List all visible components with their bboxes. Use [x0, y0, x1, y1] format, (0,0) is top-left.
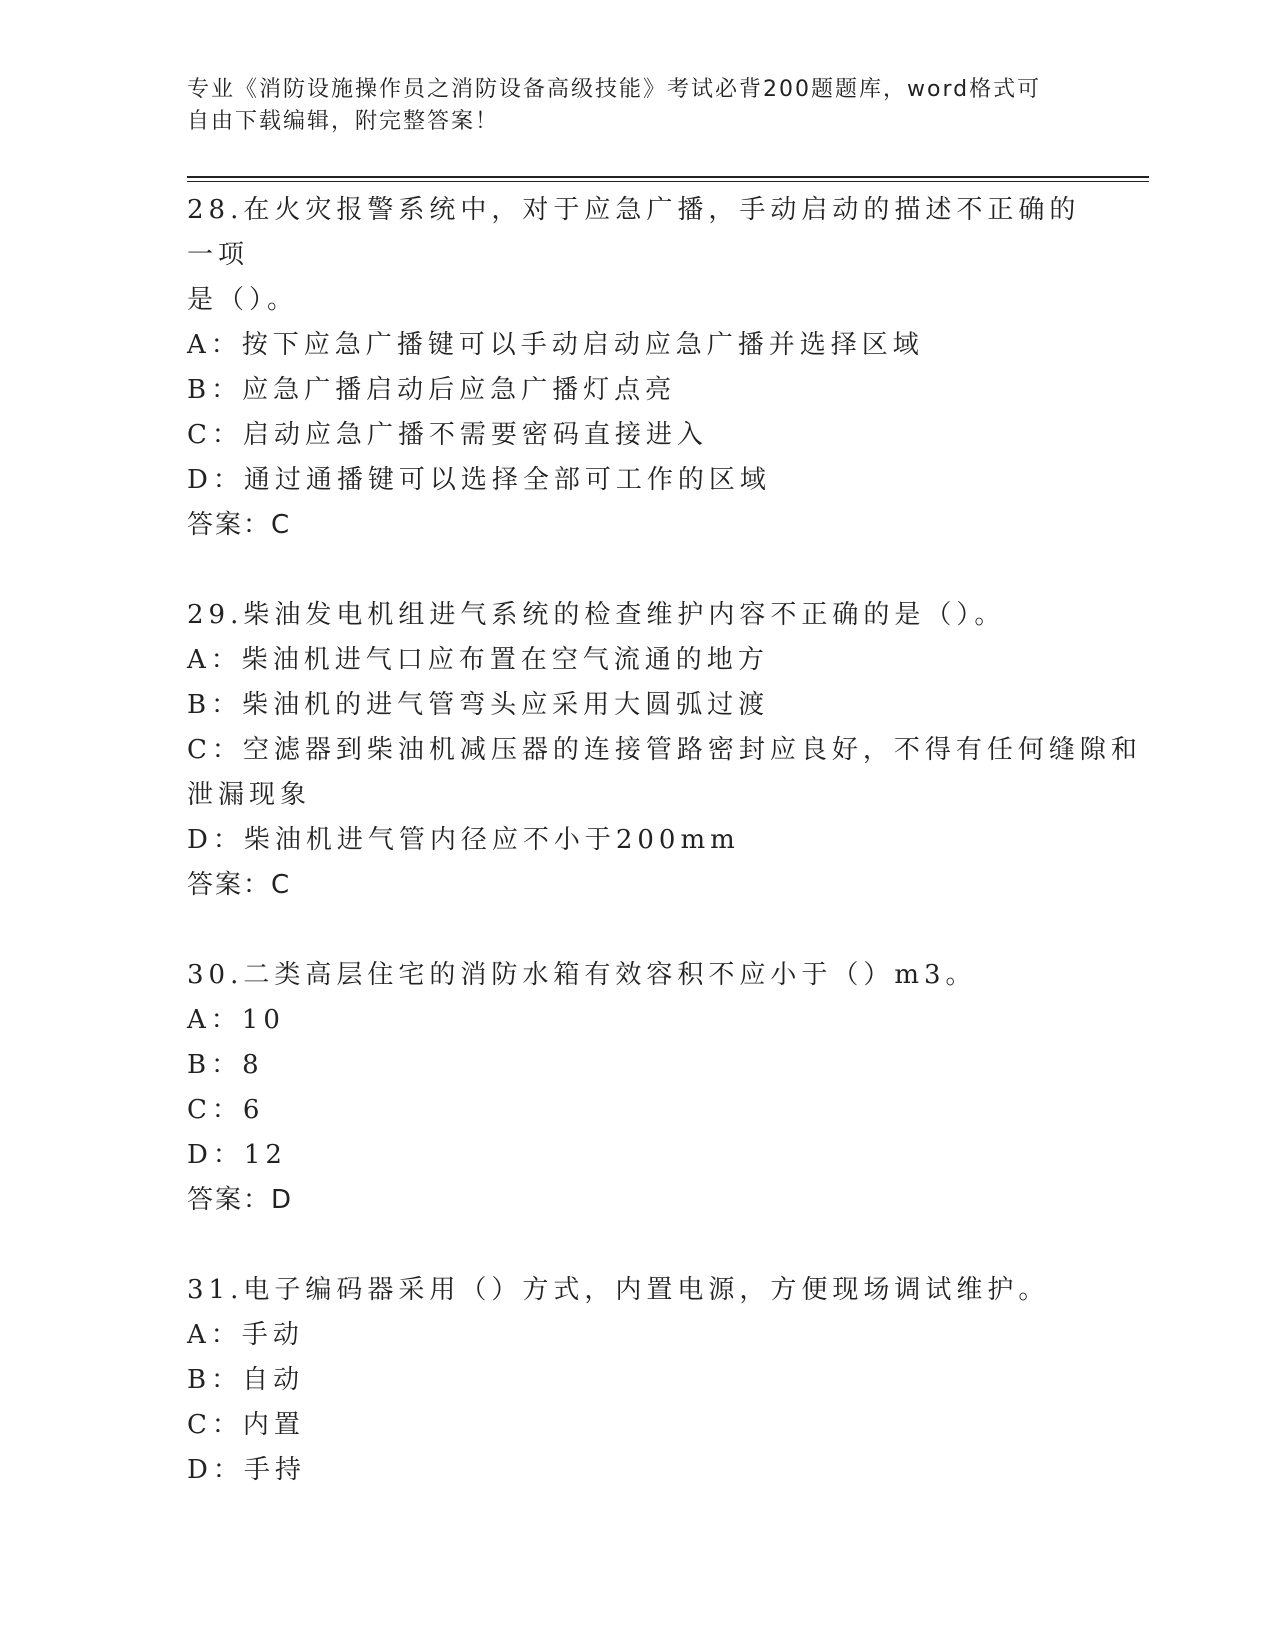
- option-d: D：通过通播键可以选择全部可工作的区域: [187, 465, 771, 495]
- answer-line: 答案：C: [187, 870, 292, 900]
- header-line-2: 自由下载编辑，附完整答案！: [187, 109, 500, 134]
- question-stem: 30.二类高层住宅的消防水箱有效容积不应小于（）m3。: [187, 960, 977, 990]
- header-divider-thin: [187, 181, 1149, 182]
- option-list: [187, 323, 1087, 503]
- option-a: A：10: [187, 1005, 285, 1035]
- option-d: D：柴油机进气管内径应不小于200mm: [187, 825, 740, 855]
- option-list: [187, 638, 1142, 863]
- option-b: B：柴油机的进气管弯头应采用大圆弧过渡: [187, 690, 770, 720]
- option-b: B：自动: [187, 1365, 305, 1395]
- option-c-continued: 泄漏现象: [187, 780, 312, 810]
- option-c: C：空滤器到柴油机减压器的连接管路密封应良好，不得有任何缝隙和: [187, 735, 1142, 765]
- option-c: C：内置: [187, 1410, 305, 1440]
- question-stem: 31.电子编码器采用（）方式，内置电源，方便现场调试维护。: [187, 1275, 1050, 1305]
- option-c: C：6: [187, 1095, 265, 1125]
- option-a: A：按下应急广播键可以手动启动应急广播并选择区域: [187, 330, 924, 360]
- question-stem-continued: 是（）。: [187, 285, 299, 315]
- option-b: B：应急广播启动后应急广播灯点亮: [187, 375, 677, 405]
- question-31: [187, 1268, 1087, 1493]
- header-divider-thick: [187, 176, 1149, 178]
- option-a: A：柴油机进气口应布置在空气流通的地方: [187, 645, 769, 675]
- header-line-1: 专业《消防设施操作员之消防设备高级技能》考试必背200题题库，word格式可: [187, 77, 1042, 102]
- option-d: D：12: [187, 1140, 287, 1170]
- answer-line: 答案：C: [187, 510, 292, 540]
- question-stem: 29.柴油发电机组进气系统的检查维护内容不正确的是（）。: [187, 600, 1006, 630]
- option-d: D：手持: [187, 1455, 306, 1485]
- answer-line: 答案：D: [187, 1185, 294, 1215]
- option-b: B：8: [187, 1050, 264, 1080]
- option-list: [187, 1313, 1087, 1493]
- question-list: [187, 188, 1142, 1538]
- document-header: [187, 74, 1087, 138]
- question-30: [187, 953, 1087, 1223]
- question-stem: 28.在火灾报警系统中，对于应急广播，手动启动的描述不正确的一项: [187, 195, 1081, 270]
- option-c: C：启动应急广播不需要密码直接进入: [187, 420, 708, 450]
- question-29: [187, 593, 1142, 908]
- question-28: [187, 188, 1087, 548]
- option-list: [187, 998, 1087, 1178]
- option-a: A：手动: [187, 1320, 304, 1350]
